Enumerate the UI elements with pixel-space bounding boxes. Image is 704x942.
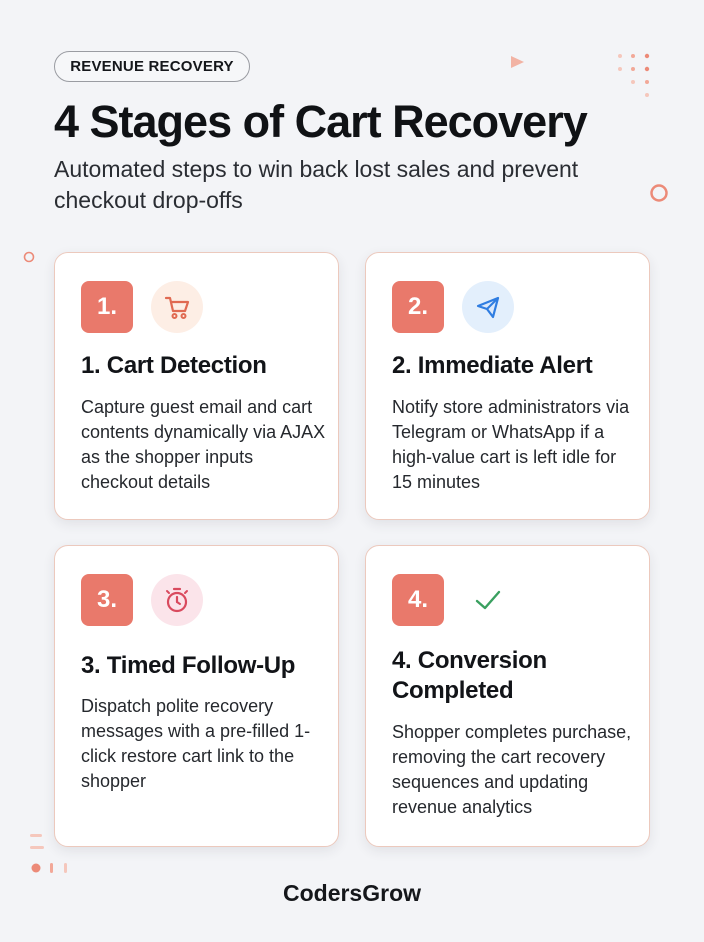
stage-title: 2. Immediate Alert [392,352,593,379]
stopwatch-icon [151,574,203,626]
stage-number-badge: 4. [392,574,444,626]
category-badge: REVENUE RECOVERY [54,51,250,82]
brand-footer: CodersGrow [282,880,422,906]
stage-number-badge: 2. [392,281,444,333]
stage-title: 3. Timed Follow-Up [81,652,296,679]
stage-title: 1. Cart Detection [81,352,267,379]
checkmark-icon [462,574,514,626]
stage-description: Dispatch polite recovery messages with a pre-filled 1-click restore cart link to the shopper [81,696,311,791]
stage-description: Shopper completes purchase, removing the cart recovery sequences and updating revenue analytics [392,722,632,817]
shopping-cart-icon [151,281,203,333]
decorative-triangle-icon [508,54,528,70]
paper-plane-icon [462,281,514,333]
stage-number-badge: 3. [81,574,133,626]
stage-card-cart-detection [54,252,339,520]
stage-title: 4. Conversion Completed [392,647,547,704]
decorative-small-ring-icon [22,250,36,264]
stage-number-badge: 1. [81,281,133,333]
page-subtitle: Automated steps to win back lost sales and prevent checkout drop-offs [54,156,579,213]
stage-description: Capture guest email and cart contents dynamically via AJAX as the shopper inputs checkout details [81,397,326,492]
stage-card-immediate-alert [365,252,650,520]
stage-card-conversion-completed [365,545,650,847]
stage-description: Notify store administrators via Telegram or WhatsApp if a high-value cart is left idle for 15 minutes [392,397,630,492]
page-title: 4 Stages of Cart Recovery [54,96,587,147]
stage-card-timed-follow-up [54,545,339,847]
decorative-dots-icon [612,50,656,102]
